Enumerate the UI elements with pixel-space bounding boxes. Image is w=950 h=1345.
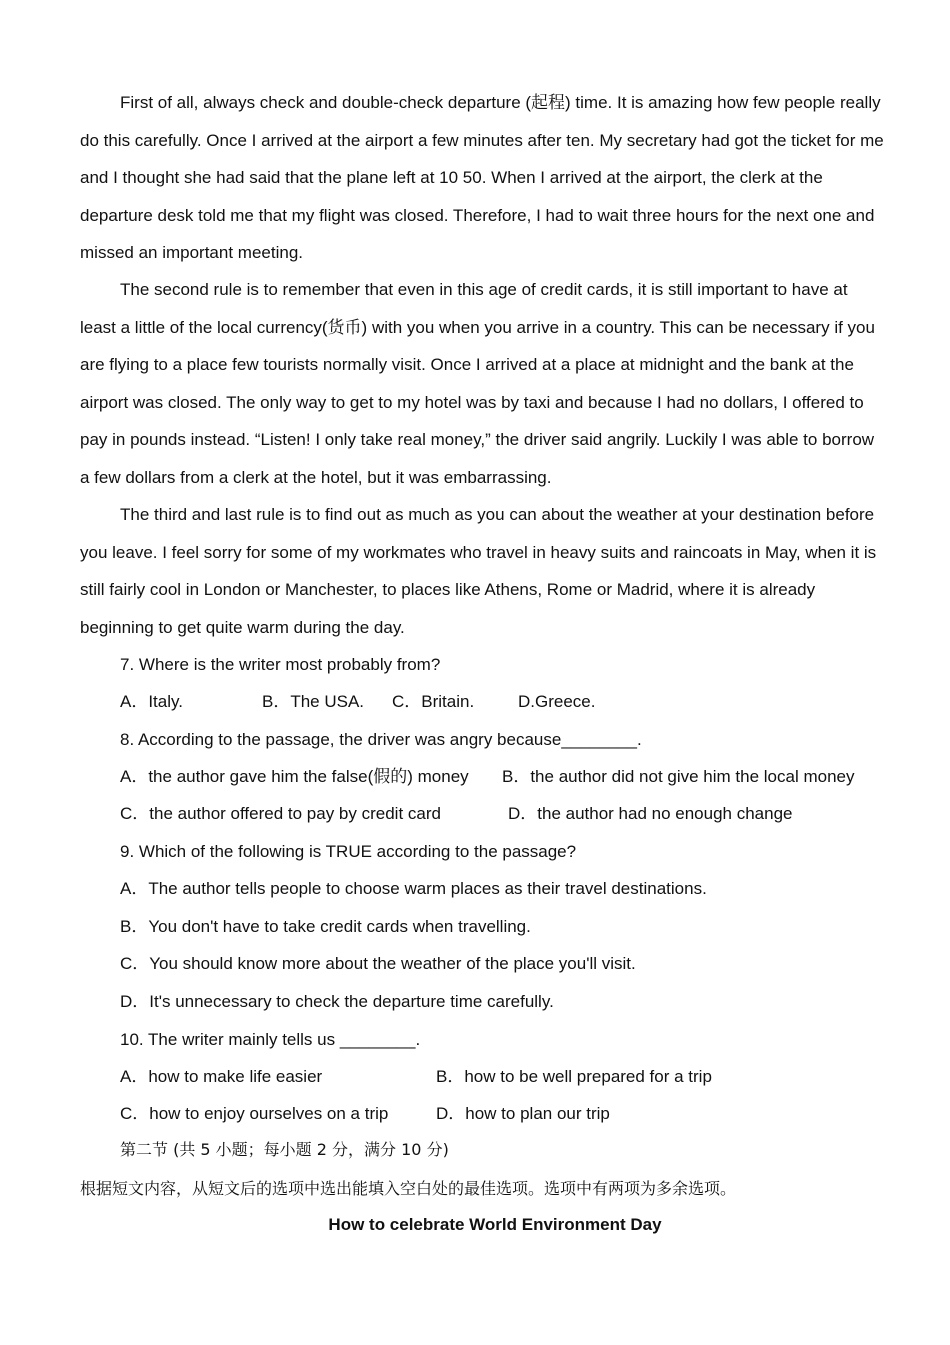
section-2-instruction: 根据短文内容，从短文后的选项中选出能填入空白处的最佳选项。选项中有两项为多余选项。 <box>80 1179 737 1198</box>
question-8-option-d: D．the author had no enough change <box>508 804 793 823</box>
question-10-option-c: C．how to enjoy ourselves on a trip <box>120 1104 389 1123</box>
section-2-heading: 第二节 (共 5 小题；每小题 2 分，满分 10 分) <box>120 1140 449 1159</box>
question-8-stem: 8. According to the passage, the driver was angry because________. <box>120 730 642 749</box>
question-7-option-c: C．Britain. <box>392 692 475 711</box>
question-7-option-a: A．Italy. <box>120 692 183 711</box>
question-10-option-d: D．how to plan our trip <box>436 1104 610 1123</box>
question-7-option-d: D.Greece. <box>518 692 596 711</box>
paragraph-2: The second rule is to remember that even in this age of credit cards, it is still important to have at least a little of the local currency(货币) with you when you arrive in a country. This can be necessary if you are flying to a place few tourists normally visit. Once I arrived at a place at midnight and the bank at the airport was closed. The only way to get to my hotel was by taxi and because I had no dollars, I offered to pay in pounds instead. “Listen! I only take real money,” the driver said angrily. Luckily I was able to borrow a few dollars from a clerk at the hotel, but it was embarrassing. <box>80 280 875 487</box>
question-9-stem: 9. Which of the following is TRUE according to the passage? <box>120 842 577 861</box>
question-10-option-b: B．how to be well prepared for a trip <box>436 1067 712 1086</box>
question-9-option-c: C．You should know more about the weather of the place you'll visit. <box>120 954 636 973</box>
question-8-option-b: B．the author did not give him the local money <box>502 767 855 786</box>
question-10-stem: 10. The writer mainly tells us ________. <box>120 1030 421 1049</box>
question-9-option-a: A．The author tells people to choose warm places as their travel destinations. <box>120 879 707 898</box>
question-8-option-c: C．the author offered to pay by credit card <box>120 804 441 823</box>
paragraph-3: The third and last rule is to find out as much as you can about the weather at your destination before you leave. I feel sorry for some of my workmates who travel in heavy suits and raincoats in May, when it is still fairly cool in London or Manchester, to places like Athens, Rome or Madrid, where it is already beginning to get quite warm during the day. <box>80 505 877 637</box>
question-8-option-a: A．the author gave him the false(假的) money <box>120 767 469 786</box>
paragraph-1: First of all, always check and double-check departure (起程) time. It is amazing how few people really do this carefully. Once I arrived at the airport a few minutes after ten. My secretary had got the ticket for me and I thought she had said that the plane left at 10 50. When I arrived at the airport, the clerk at the departure desk told me that my flight was closed. Therefore, I had to wait three hours for the next one and missed an important meeting. <box>80 93 884 262</box>
passage-title: How to celebrate World Environment Day <box>328 1215 662 1234</box>
question-7-stem: 7. Where is the writer most probably from? <box>120 655 441 674</box>
question-9-option-d: D．It's unnecessary to check the departure time carefully. <box>120 992 554 1011</box>
question-9-option-b: B．You don't have to take credit cards when travelling. <box>120 917 531 936</box>
question-7-option-b: B．The USA. <box>262 692 365 711</box>
question-10-option-a: A．how to make life easier <box>120 1067 323 1086</box>
